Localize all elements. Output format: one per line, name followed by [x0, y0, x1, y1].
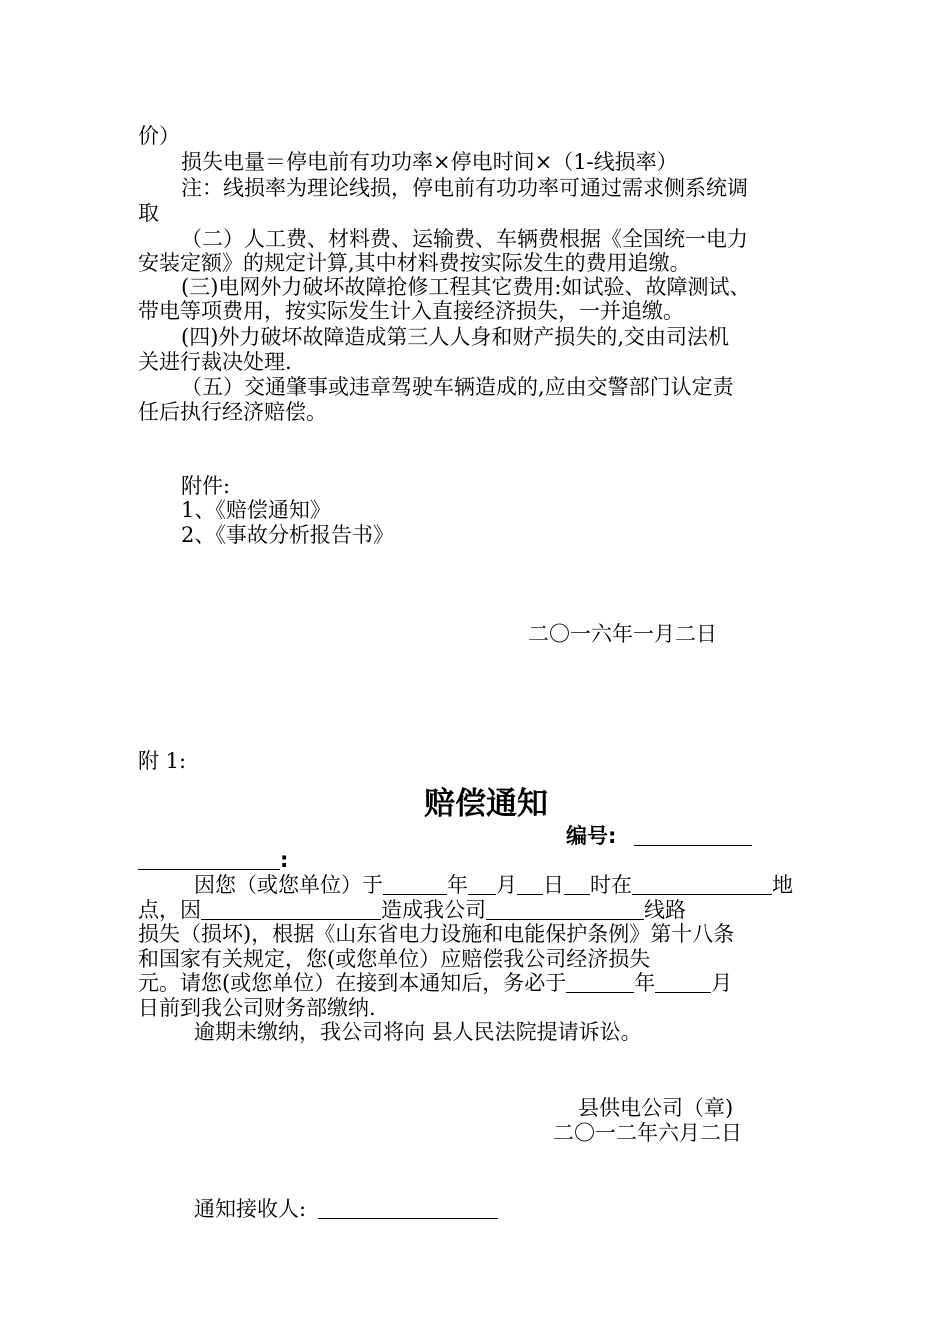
cause-blank[interactable] [201, 899, 381, 920]
text-fragment: 年 [634, 971, 656, 995]
signature: 县供电公司（章) [578, 1096, 734, 1120]
text-fragment: 点，因 [138, 898, 201, 922]
text-fragment: 线路 [644, 898, 686, 922]
text-line: 注：线损率为理论线损，停电前有功功率可通过需求侧系统调 [181, 176, 748, 200]
year-blank[interactable] [383, 874, 447, 895]
hour-blank[interactable] [564, 874, 590, 895]
receiver-line [194, 1197, 498, 1221]
text-line: 取 [138, 201, 159, 225]
text-fragment: 年 [447, 873, 468, 897]
receiver-blank[interactable] [318, 1198, 498, 1219]
notice-line-7: 逾期未缴纳，我公司将向 县人民法院提请诉讼。 [194, 1020, 642, 1044]
text-fragment: 月 [711, 971, 733, 995]
notice-line-6: 日前到我公司财务部缴纳. [138, 996, 376, 1020]
text-line: 安装定额》的规定计算,其中材料费按实际发生的费用追缴。 [138, 251, 691, 275]
notice-line-2 [138, 898, 686, 922]
text-fragment: 造成我公司 [381, 898, 486, 922]
attachment-item: 1、《赔偿通知》 [181, 498, 331, 522]
text-fragment: 时在 [590, 873, 632, 897]
text-line: 带电等项费用，按实际发生计入直接经济损失，一并追缴。 [138, 299, 684, 323]
text-line: (四)外力破坏故障造成第三人人身和财产损失的,交由司法机 [181, 325, 730, 349]
text-line: (三)电网外力破坏故障抢修工程其它费用:如试验、故障测试、 [181, 275, 751, 299]
text-line: （二）人工费、材料费、运输费、车辆费根据《全国统一电力 [181, 227, 748, 251]
recipient-line [138, 848, 288, 872]
deadline-month-blank[interactable] [655, 972, 711, 993]
attachment-item: 2、《事故分析报告书》 [181, 523, 394, 547]
recipient-colon: : [280, 848, 289, 872]
notice-line-3: 损失（损坏)，根据《山东省电力设施和电能保护条例》第十八条 [138, 922, 735, 946]
deadline-year-blank[interactable] [566, 972, 634, 993]
text-line: 关进行裁决处理. [138, 350, 292, 374]
attachments-heading: 附件: [181, 474, 231, 498]
text-fragment: 元。请您(或您单位）在接到本通知后，务必于 [138, 971, 567, 995]
day-blank[interactable] [517, 874, 543, 895]
document-date: 二〇一六年一月二日 [528, 622, 717, 646]
text-fragment: 地 [772, 873, 793, 897]
notice-date: 二〇一二年六月二日 [553, 1121, 742, 1145]
text-fragment: 和国家有关规定，您(或您单位）应赔偿我公司经济损失 [138, 947, 651, 971]
notice-line-4 [138, 947, 650, 971]
line-name-blank[interactable] [486, 899, 644, 920]
number-label: 编号: [566, 824, 617, 848]
text-line: 损失电量＝停电前有功功率×停电时间×（1-线损率） [181, 150, 678, 174]
notice-line-1 [194, 873, 793, 897]
notice-line-5 [138, 971, 732, 995]
receiver-label: 通知接收人: [194, 1197, 307, 1221]
text-line: 价） [138, 124, 180, 148]
number-blank[interactable] [634, 825, 752, 846]
text-fragment: 日 [543, 873, 564, 897]
text-fragment: 因您（或您单位）于 [194, 873, 383, 897]
text-line: （五）交通肇事或违章驾驶车辆造成的,应由交警部门认定责 [181, 375, 734, 399]
notice-title: 赔偿通知 [424, 786, 548, 822]
recipient-blank[interactable] [138, 849, 280, 870]
month-blank[interactable] [468, 874, 496, 895]
location-blank[interactable] [632, 874, 772, 895]
notice-number [566, 824, 752, 848]
text-fragment: 月 [496, 873, 517, 897]
text-line: 任后执行经济赔偿。 [138, 400, 327, 424]
annex-label: 附 1: [138, 749, 187, 773]
